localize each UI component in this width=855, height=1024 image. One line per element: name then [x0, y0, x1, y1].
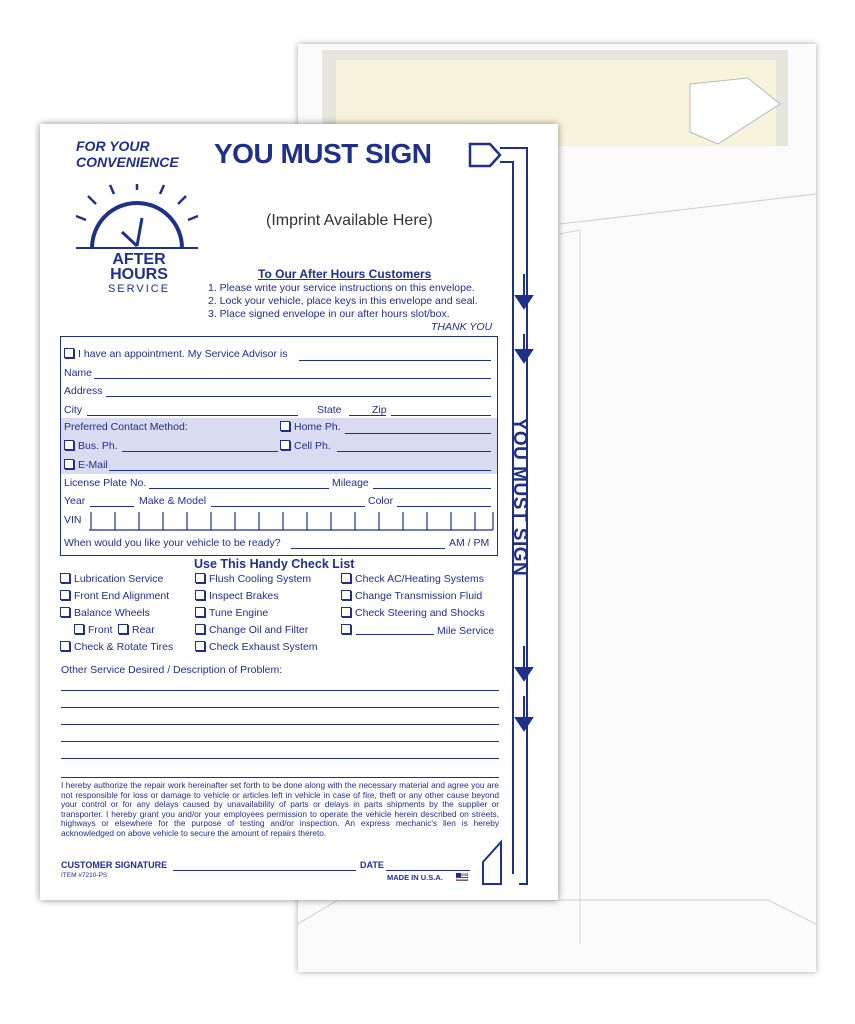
mile-service-label: Mile Service [437, 625, 495, 637]
convenience-line-2: CONVENIENCE [76, 154, 179, 170]
checkbox[interactable] [341, 573, 351, 583]
year-label: Year [64, 495, 86, 507]
authorization-text: I hereby authorize the repair work hereinafter set forth to be done along with the necessary material and agree you are not responsible for loss or damage to vehicle or articles left in vehicle in case of fire, theft or any other cause beyond your control or for any delays caused by unavailability of parts or delays in parts shipments by the supplier or transporter. I hereby grant you and/or your employees permission to operate the vehicle herein described on streets, highways or elsewhere for the purpose of testing and/or inspection. An express mechanic's lien is hereby acknowledged on above vehicle to secure the amount of repairs thereto. [61, 780, 499, 838]
name-label: Name [64, 367, 93, 379]
cell-phone-checkbox[interactable] [280, 440, 290, 450]
cell-phone-label: Cell Ph. [294, 440, 331, 452]
checkbox[interactable] [195, 607, 205, 617]
am-pm-label: AM / PM [449, 537, 490, 549]
convenience-heading [76, 138, 179, 170]
appointment-row [64, 348, 288, 360]
instruction-step: 1. Please write your service instructions on this envelope. [208, 282, 475, 294]
customer-info-form [60, 336, 498, 556]
checkbox[interactable] [341, 607, 351, 617]
appointment-checkbox[interactable] [64, 348, 74, 358]
check-item[interactable] [341, 573, 484, 585]
checkbox[interactable] [195, 641, 205, 651]
license-plate-label: License Plate No. [64, 477, 147, 489]
address-label: Address [64, 385, 103, 397]
cell-phone-row [280, 440, 331, 452]
ready-time-field[interactable] [291, 548, 445, 549]
check-item-rear[interactable] [118, 624, 155, 636]
home-phone-row [280, 421, 341, 433]
ready-time-label: When would you like your vehicle to be ready? [64, 537, 281, 549]
service-advisor-field[interactable] [299, 360, 491, 361]
description-line[interactable] [61, 724, 499, 725]
us-flag-icon [456, 873, 468, 881]
check-item[interactable] [341, 607, 485, 619]
check-item-mile-service[interactable] [341, 624, 355, 636]
check-item-label: Change Oil and Filter [209, 624, 309, 636]
logo-service: SERVICE [107, 283, 171, 295]
email-row [64, 459, 108, 471]
checkbox[interactable] [341, 590, 351, 600]
mileage-label: Mileage [332, 477, 369, 489]
checkbox[interactable] [195, 624, 205, 634]
check-item[interactable] [195, 641, 318, 653]
after-hours-logo [84, 252, 194, 297]
instructions-list [208, 282, 478, 321]
checkbox[interactable] [118, 624, 128, 634]
check-item[interactable] [341, 590, 482, 602]
made-in-usa: MADE IN U.S.A. [387, 873, 443, 882]
check-item[interactable] [195, 573, 311, 585]
checkbox[interactable] [60, 573, 70, 583]
checkbox[interactable] [195, 590, 205, 600]
state-label: State [317, 404, 342, 416]
convenience-line-1: FOR YOUR [76, 138, 150, 154]
customer-signature-field[interactable] [173, 870, 356, 871]
check-item-label: Tune Engine [209, 607, 269, 619]
check-item[interactable] [195, 624, 308, 636]
check-item-label: Check & Rotate Tires [74, 641, 174, 653]
make-model-field[interactable] [211, 506, 365, 507]
clock-logo-icon [72, 184, 202, 254]
checkbox[interactable] [60, 607, 70, 617]
year-field[interactable] [90, 506, 134, 507]
make-model-label: Make & Model [139, 495, 207, 507]
name-field[interactable] [94, 378, 491, 379]
customer-signature-label: CUSTOMER SIGNATURE [61, 860, 168, 870]
check-item[interactable] [60, 590, 169, 602]
check-item-label: Change Transmission Fluid [355, 590, 483, 602]
zip-label: Zip [372, 404, 387, 416]
address-field[interactable] [106, 396, 491, 397]
home-phone-checkbox[interactable] [280, 421, 290, 431]
home-phone-label: Home Ph. [294, 421, 341, 433]
check-item[interactable] [60, 573, 163, 585]
front-envelope [40, 124, 558, 900]
vin-boxes[interactable] [89, 510, 495, 532]
check-item-label: Flush Cooling System [209, 573, 312, 585]
check-item[interactable] [195, 607, 268, 619]
description-line[interactable] [61, 690, 499, 691]
logo-hours: HOURS [110, 266, 168, 283]
email-checkbox[interactable] [64, 459, 74, 469]
checkbox[interactable] [60, 590, 70, 600]
instruction-step: 3. Place signed envelope in our after hours slot/box. [208, 308, 450, 320]
color-field[interactable] [397, 506, 491, 507]
check-item-label: Check Exhaust System [209, 641, 318, 653]
date-field[interactable] [386, 870, 470, 871]
check-item[interactable] [195, 590, 278, 602]
check-item-label: Front [88, 624, 113, 636]
zip-field[interactable] [391, 415, 491, 416]
city-field[interactable] [87, 415, 298, 416]
instructions-title: To Our After Hours Customers [258, 267, 432, 281]
color-label: Color [368, 495, 394, 507]
check-item-label: Balance Wheels [74, 607, 150, 619]
license-plate-field[interactable] [149, 488, 329, 489]
logo-after: AFTER [112, 251, 166, 268]
check-item-label: Check AC/Heating Systems [355, 573, 484, 585]
check-item-label: Inspect Brakes [209, 590, 279, 602]
cell-phone-field[interactable] [337, 451, 491, 452]
bus-phone-label: Bus. Ph. [78, 440, 118, 452]
city-label: City [64, 404, 83, 416]
check-item-label: Rear [132, 624, 155, 636]
must-sign-title: YOU MUST SIGN [214, 138, 432, 169]
checkbox[interactable] [60, 641, 70, 651]
home-phone-field[interactable] [345, 433, 491, 434]
checklist-title: Use This Handy Check List [194, 557, 355, 571]
email-field[interactable] [109, 470, 491, 471]
description-line[interactable] [61, 741, 499, 742]
checkbox[interactable] [195, 573, 205, 583]
item-number: ITEM #7210-PS [61, 872, 108, 879]
mileage-field[interactable] [373, 488, 491, 489]
check-item[interactable] [60, 641, 173, 653]
date-label: DATE [360, 860, 384, 870]
appointment-label: I have an appointment. My Service Advisor is [78, 348, 288, 360]
check-item-label: Check Steering and Shocks [355, 607, 485, 619]
check-item-front[interactable] [74, 624, 113, 636]
checkbox[interactable] [341, 624, 351, 634]
description-line[interactable] [61, 758, 499, 759]
service-checklist [60, 572, 500, 662]
bus-phone-row [64, 440, 118, 452]
thank-you: THANK YOU [431, 321, 493, 333]
preferred-contact-label: Preferred Contact Method: [64, 421, 188, 433]
description-line[interactable] [61, 707, 499, 708]
other-service-label: Other Service Desired / Description of Problem: [61, 664, 283, 676]
bus-phone-field[interactable] [122, 451, 278, 452]
instruction-step: 2. Lock your vehicle, place keys in this envelope and seal. [208, 295, 478, 307]
check-item[interactable] [60, 607, 150, 619]
mile-service-field[interactable] [356, 634, 434, 635]
email-label: E-Mail [78, 459, 108, 471]
vertical-must-sign [509, 386, 531, 606]
vertical-must-sign-text: YOU MUST SIGN [509, 417, 530, 577]
check-item-label: Front End Alignment [74, 590, 170, 602]
bus-phone-checkbox[interactable] [64, 440, 74, 450]
check-item-label: Lubrication Service [74, 573, 164, 585]
imprint-text: (Imprint Available Here) [266, 212, 433, 229]
description-line[interactable] [61, 777, 499, 778]
vin-label: VIN [64, 514, 82, 526]
checkbox[interactable] [74, 624, 84, 634]
